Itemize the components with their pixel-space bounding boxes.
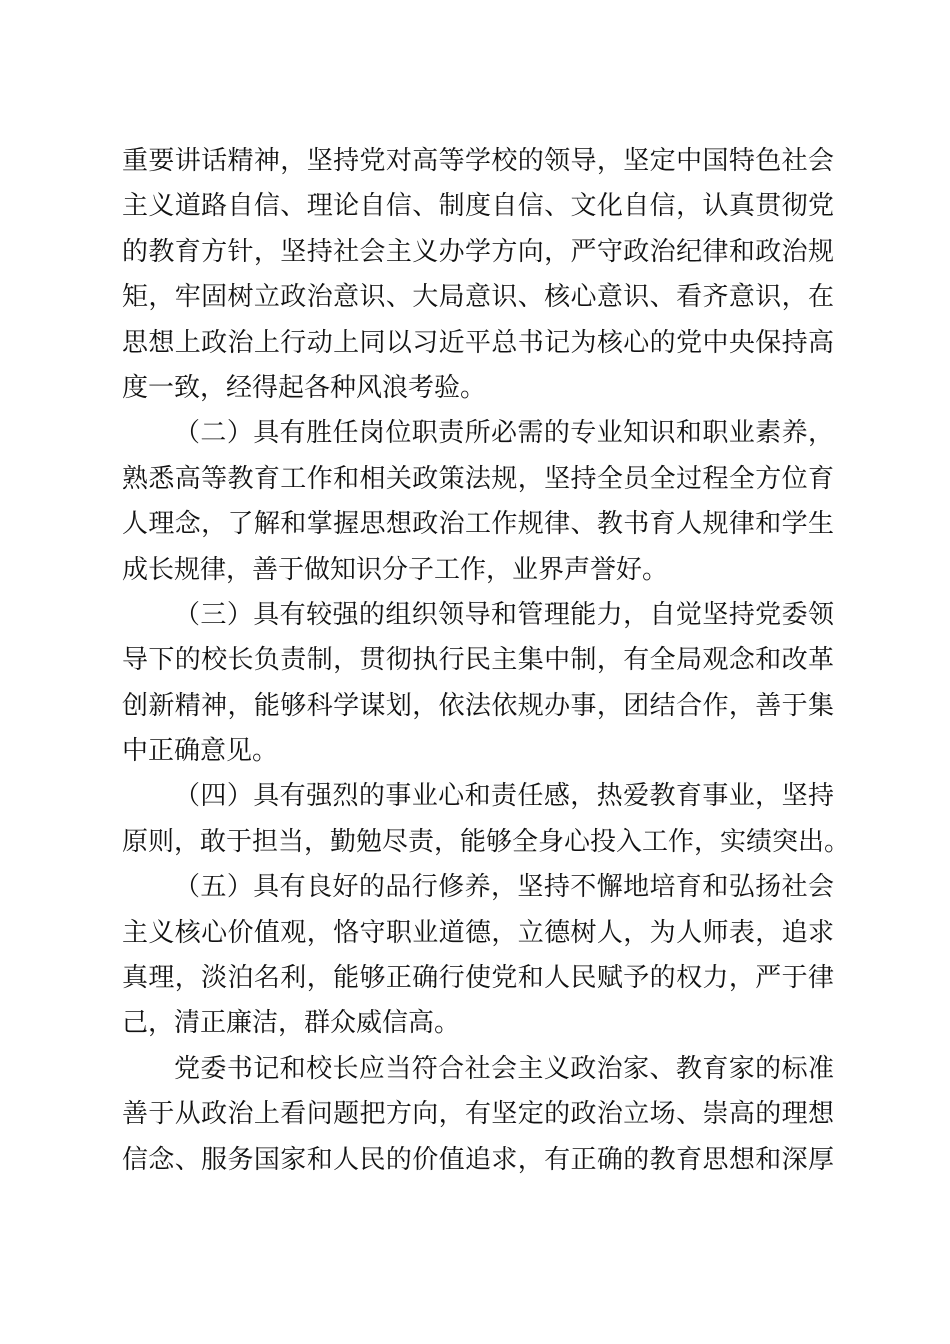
text-line: 主义道路自信、理论自信、制度自信、文化自信，认真贯彻党 <box>122 191 834 222</box>
text-line: 真理，淡泊名利，能够正确行使党和人民赋予的权力，严于律 <box>122 963 834 994</box>
document-body <box>122 139 851 1183</box>
section-heading-line: （四）具有强烈的事业心和责任感，热爱教育事业，坚持 <box>174 781 834 812</box>
text-line: 人理念，了解和掌握思想政治工作规律、教书育人规律和学生 <box>122 509 834 540</box>
text-line: 矩，牢固树立政治意识、大局意识、核心意识、看齐意识，在 <box>122 282 834 313</box>
text-line: 思想上政治上行动上同以习近平总书记为核心的党中央保持高 <box>122 327 834 358</box>
text-line: 信念、服务国家和人民的价值追求，有正确的教育思想和深厚 <box>122 1144 834 1175</box>
paragraph-start-line: 党委书记和校长应当符合社会主义政治家、教育家的标准 <box>174 1053 834 1084</box>
section-heading-line: （五）具有良好的品行修养，坚持不懈地培育和弘扬社会 <box>174 872 834 903</box>
text-line: 度一致，经得起各种风浪考验。 <box>122 372 487 403</box>
text-line: 熟悉高等教育工作和相关政策法规，坚持全员全过程全方位育 <box>122 463 834 494</box>
text-line: 善于从政治上看问题把方向，有坚定的政治立场、崇高的理想 <box>122 1099 834 1130</box>
section-heading-line: （三）具有较强的组织领导和管理能力，自觉坚持党委领 <box>174 599 834 630</box>
section-heading-line: （二）具有胜任岗位职责所必需的专业知识和职业素养， <box>174 418 834 449</box>
text-line: 创新精神，能够科学谋划，依法依规办事，团结合作，善于集 <box>122 690 834 721</box>
text-line: 成长规律，善于做知识分子工作，业界声誉好。 <box>122 554 669 585</box>
text-line: 导下的校长负责制，贯彻执行民主集中制，有全局观念和改革 <box>122 645 834 676</box>
text-line: 重要讲话精神，坚持党对高等学校的领导，坚定中国特色社会 <box>122 146 834 176</box>
text-line: 原则，敢于担当，勤勉尽责，能够全身心投入工作，实绩突出。 <box>122 826 851 857</box>
text-line: 主义核心价值观，恪守职业道德，立德树人，为人师表，追求 <box>122 917 834 948</box>
text-line: 己，清正廉洁，群众威信高。 <box>122 1008 461 1039</box>
text-line: 中正确意见。 <box>122 736 279 767</box>
text-line: 的教育方针，坚持社会主义办学方向，严守政治纪律和政治规 <box>122 236 834 267</box>
